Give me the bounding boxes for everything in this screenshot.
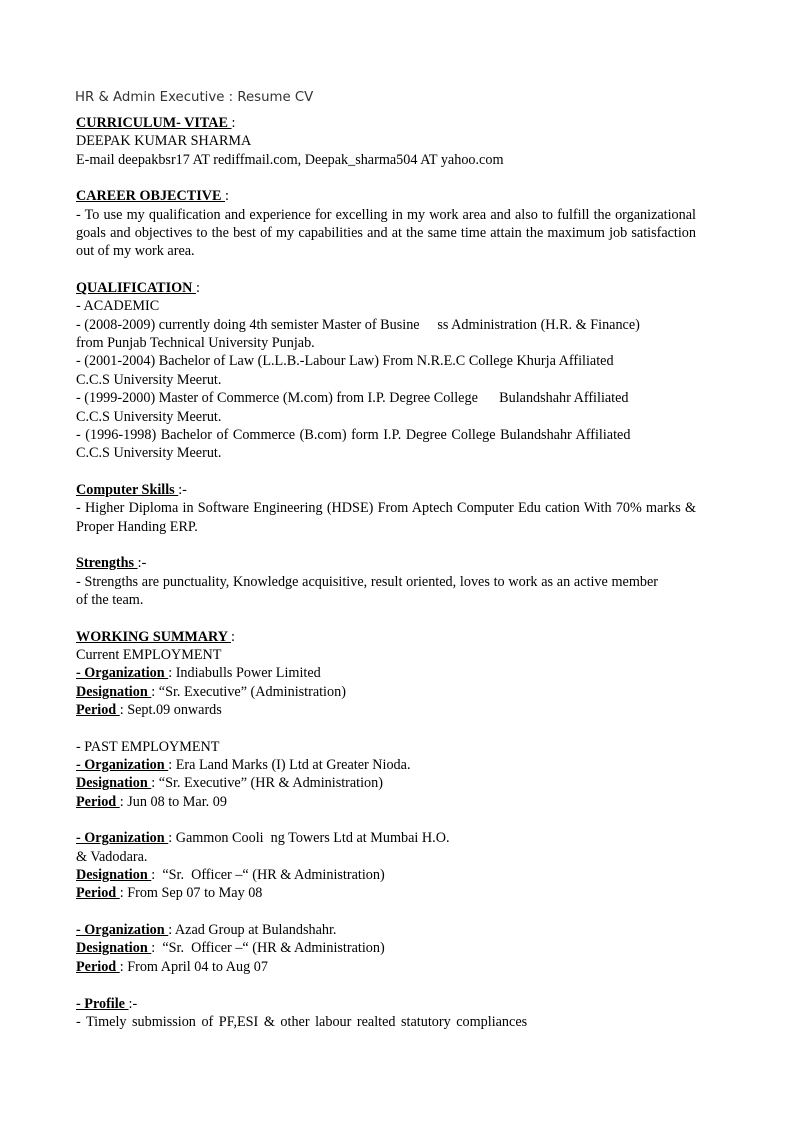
job-organization-continued: & Vadodara. xyxy=(76,848,148,865)
qualification-line: - (2001-2004) Bachelor of Law (L.L.B.-Labour Law) From N.R.E.C College Khurja Affiliated xyxy=(76,353,614,370)
email-line: E-mail deepakbsr17 AT rediffmail.com, Deepak_sharma504 AT yahoo.com xyxy=(76,151,504,168)
cv-heading: CURRICULUM- VITAE : xyxy=(76,115,236,131)
candidate-name: DEEPAK KUMAR SHARMA xyxy=(76,133,252,150)
current-employment-label: Current EMPLOYMENT xyxy=(76,646,222,663)
job-organization: - Organization : Gammon Cooli ng Towers Ltd at Mumbai H.O. xyxy=(76,830,450,847)
qualification-heading: QUALIFICATION : xyxy=(76,280,200,297)
job-period: Period : From Sep 07 to May 08 xyxy=(76,885,263,902)
working-summary-heading: WORKING SUMMARY : xyxy=(76,628,235,645)
qualification-line: - (1999-2000) Master of Commerce (M.com) from I.P. Degree College Bulandshahr Affiliated xyxy=(76,390,629,407)
qualification-line: - ACADEMIC xyxy=(76,298,160,315)
job-organization: - Organization : Indiabulls Power Limited xyxy=(76,665,321,682)
document-title: HR & Admin Executive : Resume CV xyxy=(75,90,314,105)
computer-skills-text: - Higher Diploma in Software Engineering (HDSE) From Aptech Computer Edu cation With 70% marks & Proper Handing ERP. xyxy=(76,500,696,535)
strengths-text: - Strengths are punctuality, Knowledge acquisitive, result oriented, loves to work as an active member of the team. xyxy=(76,573,658,608)
job-period: Period : From April 04 to Aug 07 xyxy=(76,958,268,975)
job-period: Period : Sept.09 onwards xyxy=(76,702,222,718)
career-objective-text: - To use my qualification and experience for excelling in my work area and also to fulfill the organizational goals and objectives to the best of my capabilities and at the same time attain the maximum job satisfaction out of my work area. xyxy=(76,206,696,260)
resume-page xyxy=(76,90,696,1031)
past-employment-label: - PAST EMPLOYMENT xyxy=(76,738,220,755)
job-designation: Designation : “Sr. Officer –“ (HR & Administration) xyxy=(76,867,385,884)
qualification-line: from Punjab Technical University Punjab. xyxy=(76,335,315,352)
profile-text: - Timely submission of PF,ESI & other labour realted statutory compliances xyxy=(76,1013,528,1030)
job-designation: Designation : “Sr. Officer –“ (HR & Administration) xyxy=(76,940,385,957)
qualification-line: C.C.S University Meerut. xyxy=(76,371,222,388)
strengths-heading: Strengths :- xyxy=(76,555,147,572)
computer-skills-heading: Computer Skills :- xyxy=(76,481,187,498)
profile-heading: - Profile :- xyxy=(76,995,138,1012)
qualification-line: C.C.S University Meerut. xyxy=(76,408,222,425)
career-objective-heading: CAREER OBJECTIVE : xyxy=(76,188,229,205)
job-designation: Designation : “Sr. Executive” (HR & Administration) xyxy=(76,775,383,792)
job-organization: - Organization : Azad Group at Bulandshahr. xyxy=(76,922,337,939)
job-designation: Designation : “Sr. Executive” (Administration) xyxy=(76,683,346,700)
qualification-line: - (1996-1998) Bachelor of Commerce (B.com) form I.P. Degree College Bulandshahr Affiliated xyxy=(76,426,631,443)
qualification-line: C.C.S University Meerut. xyxy=(76,445,222,462)
job-organization: - Organization : Era Land Marks (I) Ltd at Greater Nioda. xyxy=(76,757,411,774)
qualification-line: - (2008-2009) currently doing 4th semister Master of Busine ss Administration (H.R. & Finance) xyxy=(76,316,640,333)
job-period: Period : Jun 08 to Mar. 09 xyxy=(76,793,227,810)
